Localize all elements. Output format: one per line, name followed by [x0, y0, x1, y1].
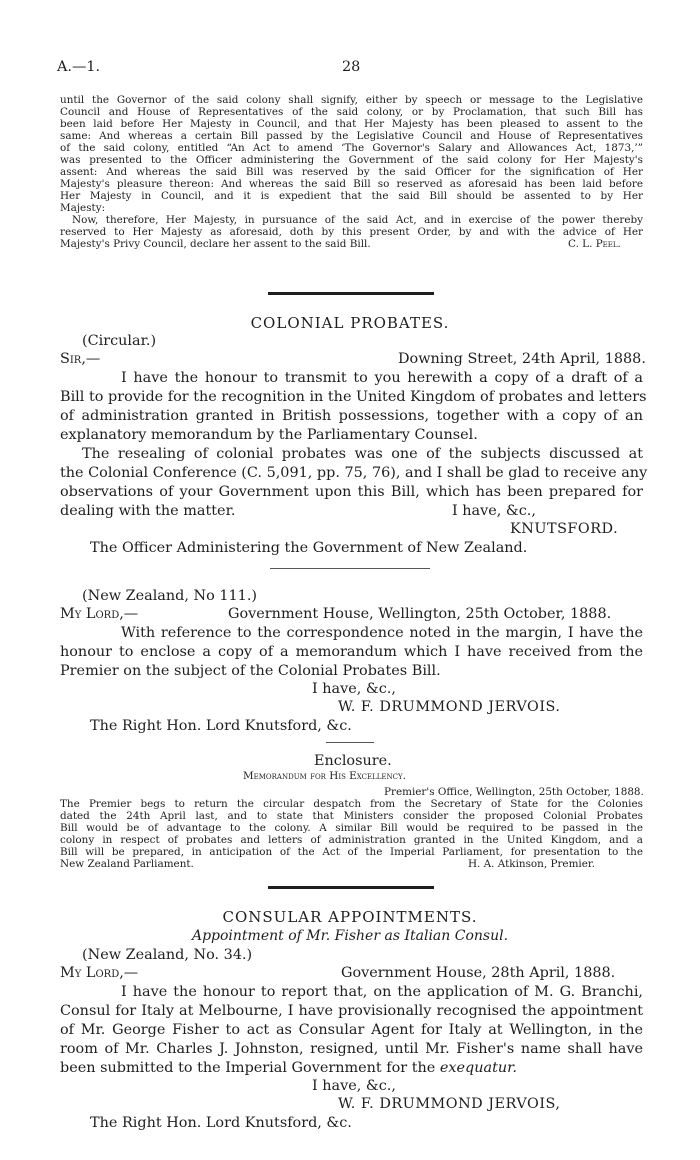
text-line: Now, therefore, Her Majesty, in pursuance of the said Act, and in exercise of the power thereby — [72, 214, 643, 226]
closing: I have, &c., — [312, 681, 396, 697]
text-line: Bill to provide for the recognition in the United Kingdom of probates and letters — [60, 389, 647, 405]
addressee: The Right Hon. Lord Knutsford, &c. — [90, 718, 352, 734]
text-line: The resealing of colonial probates was one of the subjects discussed at — [82, 446, 643, 462]
divider — [270, 568, 430, 569]
text-line: of administration granted in British possessions, together with a copy of an — [60, 408, 643, 424]
memo-heading: Memorandum for His Excellency. — [243, 770, 406, 782]
closing: I have, &c., — [452, 503, 536, 519]
addressee: The Right Hon. Lord Knutsford, &c. — [90, 1115, 352, 1131]
section-title: CONSULAR APPOINTMENTS. — [222, 908, 478, 926]
signature: KNUTSFORD. — [510, 521, 619, 537]
place-date: Government House, Wellington, 25th October, 1888. — [228, 606, 612, 622]
text-line: was presented to the Officer administering the Government of the said colony for Her Majesty's — [60, 154, 643, 166]
addressee: The Officer Administering the Government of New Zealand. — [90, 540, 528, 556]
text-line: explanatory memorandum by the Parliamentary Counsel. — [60, 427, 478, 443]
letter-label: (New Zealand, No. 34.) — [82, 947, 253, 963]
text-line: I have the honour to report that, on the application of M. G. Branchi, — [121, 984, 643, 1000]
signature: W. F. DRUMMOND JERVOIS. — [338, 699, 561, 715]
text-line: Majesty's pleasure thereon: And whereas the said Bill so reserved as aforesaid has been laid before — [60, 178, 643, 190]
enclosure-title: Enclosure. — [314, 753, 392, 769]
text-line: the Colonial Conference (C. 5,091, pp. 75, 76), and I shall be glad to receive any — [60, 465, 648, 481]
text-line: Her Majesty in Council, and it is expedient that the said Bill should be assented to by Her — [60, 190, 643, 202]
document-reference: A.—1. — [57, 59, 101, 75]
letter-label: (New Zealand, No 111.) — [82, 588, 258, 604]
section-divider — [268, 292, 434, 295]
salutation: My Lord,— — [60, 606, 139, 622]
text-line: Council and House of Representatives of the said colony, or by Proclamation, that such Bill has — [60, 106, 643, 118]
salutation: My Lord,— — [60, 965, 139, 981]
section-subtitle: Appointment of Mr. Fisher as Italian Consul. — [191, 928, 509, 944]
closing: I have, &c., — [312, 1078, 396, 1094]
text-line: dealing with the matter. — [60, 503, 236, 519]
text-line: Majesty: — [60, 202, 106, 214]
salutation: Sir,— — [60, 351, 101, 367]
text-line: been laid before Her Majesty in Council, and that Her Majesty has been pleased to assent to the — [60, 118, 643, 130]
place-date: Downing Street, 24th April, 1888. — [398, 351, 646, 367]
text-line: of the said colony, entitled “An Act to amend ‘The Governor's Salary and Allowances Act, 1873,’” — [60, 142, 643, 154]
italic-term: exequatur. — [439, 1060, 517, 1076]
page-number: 28 — [342, 59, 361, 75]
text-line: room of Mr. Charles J. Johnston, resigned, until Mr. Fisher's name shall have — [60, 1041, 643, 1057]
text-line: Bill would be of advantage to the colony. A similar Bill would be required to be passed in the — [60, 822, 643, 834]
section-divider — [268, 886, 434, 889]
text-line: Consul for Italy at Melbourne, I have provisionally recognised the appointment — [60, 1003, 643, 1019]
text-line: Premier on the subject of the Colonial Probates Bill. — [60, 663, 441, 679]
place-date: Government House, 28th April, 1888. — [341, 965, 616, 981]
text-line: until the Governor of the said colony shall signify, either by speech or message to the Legislative — [60, 94, 643, 106]
text-line: Bill will be prepared, in anticipation of the Act of the Imperial Parliament, for presentation to the — [60, 846, 643, 858]
text-line: dated the 24th April last, and to state that Ministers consider the proposed Colonial Probates — [60, 810, 643, 822]
divider — [326, 742, 374, 743]
text-line: observations of your Government upon this Bill, which has been prepared for — [60, 484, 643, 500]
text-line: The Premier begs to return the circular despatch from the Secretary of State for the Colonies — [60, 798, 643, 810]
text-line: I have the honour to transmit to you herewith a copy of a draft of a — [121, 370, 643, 386]
place-date: Premier's Office, Wellington, 25th October, 1888. — [384, 786, 644, 798]
text-line: of Mr. George Fisher to act as Consular Agent for Italy at Wellington, in the — [60, 1022, 643, 1038]
signature: H. A. Atkinson, Premier. — [468, 858, 596, 870]
text-line: assent: And whereas the said Bill was reserved by the said Officer for the signification of Her — [60, 166, 643, 178]
signature: W. F. DRUMMOND JERVOIS, — [338, 1096, 561, 1112]
text-span: been submitted to the Imperial Government for the — [60, 1060, 436, 1076]
text-line: New Zealand Parliament. — [60, 858, 194, 870]
text-line: honour to enclose a copy of a memorandum which I have received from the — [60, 644, 643, 660]
text-line: Majesty's Privy Council, declare her assent to the said Bill. — [60, 238, 371, 250]
text-line: same: And whereas a certain Bill passed by the Legislative Council and House of Representatives — [60, 130, 643, 142]
text-line: colony in respect of probates and letters of administration granted in the United Kingdom, and a — [60, 834, 643, 846]
text-line — [60, 1059, 517, 1078]
text-line: With reference to the correspondence noted in the margin, I have the — [121, 625, 643, 641]
text-line: reserved to Her Majesty as aforesaid, doth by this present Order, by and with the advice of Her — [60, 226, 643, 238]
section-title: COLONIAL PROBATES. — [250, 314, 450, 332]
signature: C. L. Peel. — [568, 238, 621, 250]
letter-label: (Circular.) — [82, 333, 157, 349]
